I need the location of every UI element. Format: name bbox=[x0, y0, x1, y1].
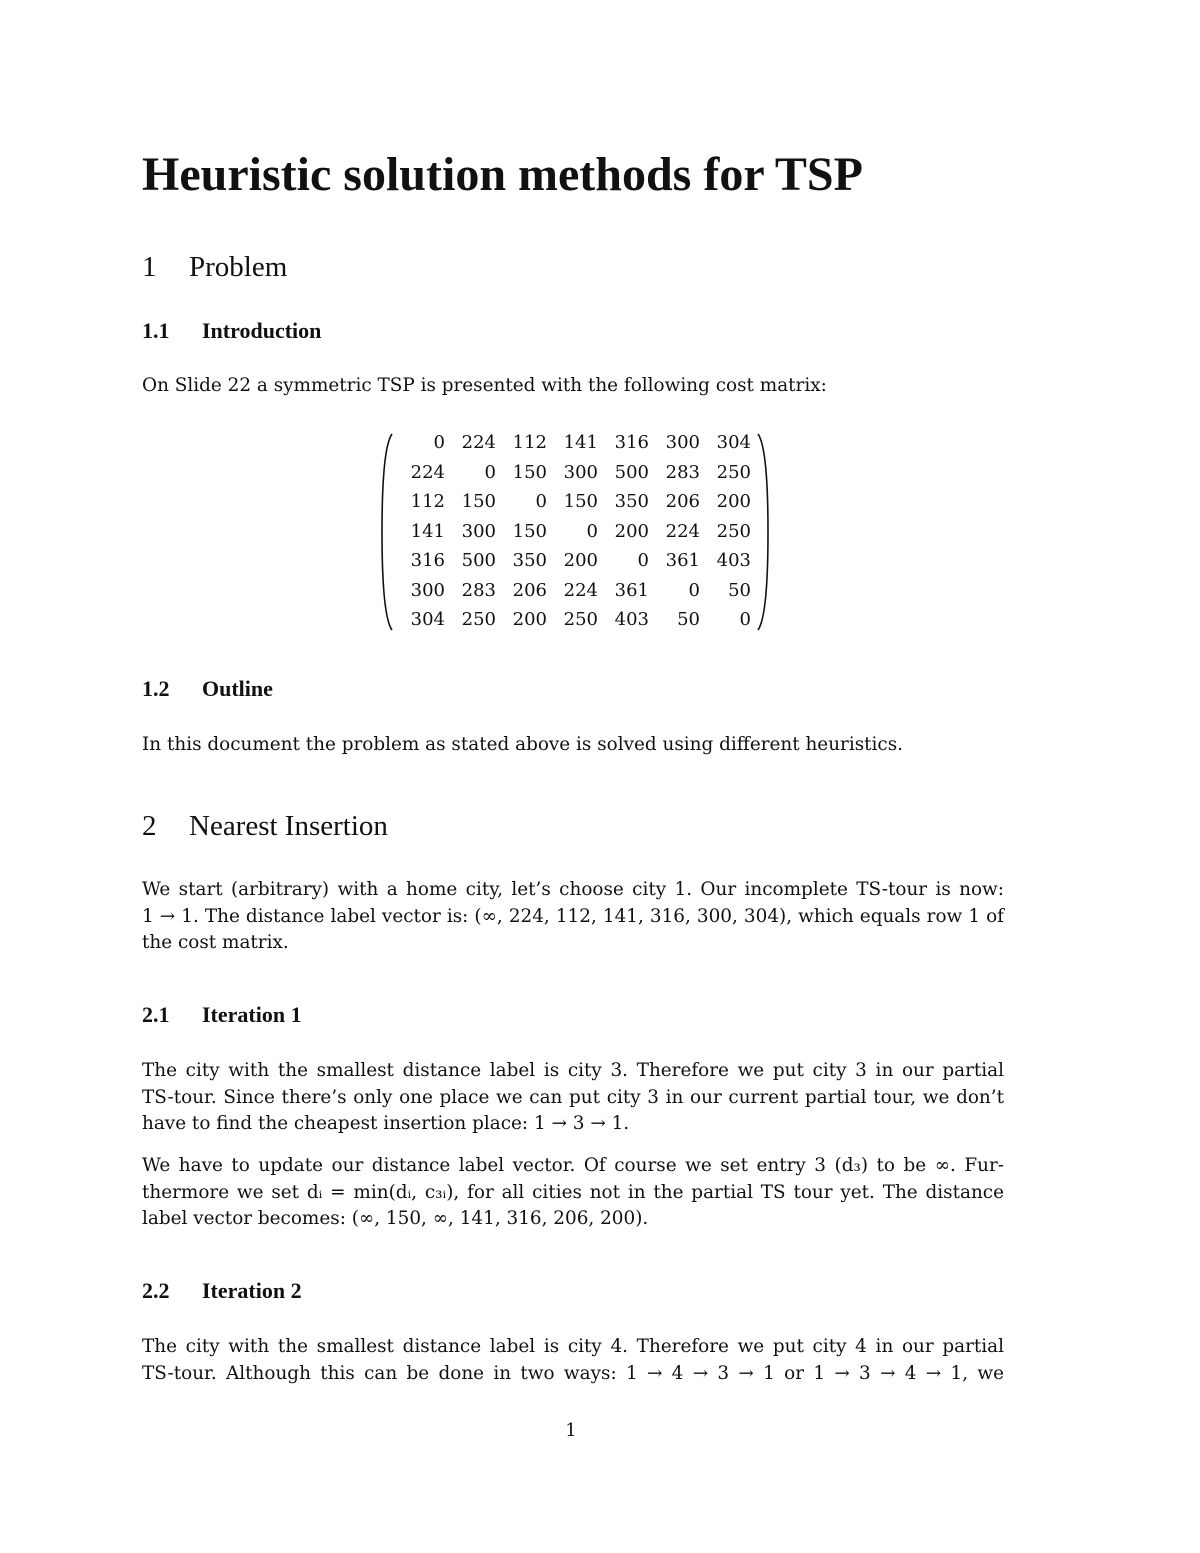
left-paren bbox=[382, 434, 392, 630]
subsection-2-1-heading bbox=[142, 1001, 302, 1029]
matrix-row bbox=[394, 576, 751, 606]
matrix-row bbox=[394, 458, 751, 488]
paragraph-line: TS-tour. Although this can be done in two ways: 1 → 4 → 3 → 1 or 1 → 3 → 4 → 1, we bbox=[142, 1362, 1004, 1384]
matrix-cell: 283 bbox=[665, 461, 700, 483]
matrix-cell: 361 bbox=[614, 579, 649, 601]
section-2-heading bbox=[142, 808, 388, 844]
matrix-cell: 224 bbox=[461, 432, 496, 453]
subsection-1-2-number: 1.2 bbox=[142, 676, 170, 701]
document-title: Heuristic solution methods for TSP bbox=[142, 148, 863, 201]
paragraph-line: The city with the smallest distance label is city 4. Therefore we put city 4 in our partial bbox=[142, 1336, 1004, 1357]
cost-matrix bbox=[380, 428, 770, 636]
section-1-number: 1 bbox=[142, 251, 157, 283]
matrix-cell: 224 bbox=[563, 579, 598, 601]
matrix-row bbox=[394, 428, 751, 458]
outline-paragraph bbox=[142, 732, 1004, 759]
matrix-cell: 250 bbox=[716, 520, 751, 542]
right-paren bbox=[758, 434, 768, 630]
matrix-cell: 0 bbox=[433, 432, 445, 453]
section-2-number: 2 bbox=[142, 810, 157, 842]
matrix-row bbox=[394, 517, 751, 547]
intro-paragraph bbox=[142, 373, 1004, 400]
nearest-insertion-intro bbox=[142, 877, 1004, 957]
matrix-cell: 316 bbox=[614, 432, 649, 453]
section-2-title: Nearest Insertion bbox=[189, 810, 388, 842]
matrix-cell: 316 bbox=[410, 550, 445, 571]
matrix-cell: 0 bbox=[535, 491, 547, 512]
matrix-cell: 206 bbox=[665, 491, 700, 512]
matrix-cell: 304 bbox=[716, 432, 751, 453]
subsection-2-2-number: 2.2 bbox=[142, 1278, 170, 1303]
matrix-row bbox=[394, 605, 751, 635]
matrix-cell: 200 bbox=[614, 520, 649, 542]
matrix-cell: 283 bbox=[461, 579, 496, 601]
matrix-cell: 361 bbox=[665, 550, 700, 571]
matrix-cell: 0 bbox=[637, 550, 649, 571]
paragraph-line: label vector becomes: (∞, 150, ∞, 141, 316, 206, 200). bbox=[142, 1208, 649, 1229]
paragraph-line: 1 → 1. The distance label vector is: (∞, 224, 112, 141, 316, 300, 304), which equals row 1 of bbox=[142, 905, 1004, 927]
subsection-1-1-heading bbox=[142, 317, 321, 345]
matrix-cell: 300 bbox=[665, 432, 700, 453]
matrix-row bbox=[394, 487, 751, 517]
subsection-2-2-title: Iteration 2 bbox=[202, 1278, 302, 1303]
subsection-2-2-heading bbox=[142, 1277, 302, 1305]
subsection-2-1-title: Iteration 1 bbox=[202, 1002, 302, 1027]
paragraph-line: TS-tour. Since there’s only one place we can put city 3 in our current partial tour, we don’t bbox=[142, 1086, 1004, 1108]
matrix-cell: 300 bbox=[461, 520, 496, 542]
intro-text: On Slide 22 a symmetric TSP is presented with the following cost matrix: bbox=[142, 375, 827, 396]
matrix-cell: 300 bbox=[410, 579, 445, 601]
iteration-2-paragraph-1 bbox=[142, 1334, 1004, 1387]
matrix-cell: 50 bbox=[677, 609, 700, 630]
matrix-cell: 112 bbox=[410, 491, 445, 512]
matrix-cell: 141 bbox=[563, 432, 598, 453]
matrix-cell: 0 bbox=[739, 609, 751, 630]
subsection-1-2-title: Outline bbox=[202, 676, 273, 701]
matrix-cell: 250 bbox=[461, 609, 496, 630]
subsection-2-1-number: 2.1 bbox=[142, 1002, 170, 1027]
paragraph-line: thermore we set dᵢ = min(dᵢ, c₃ᵢ), for all cities not in the partial TS tour yet. The distance bbox=[142, 1181, 1004, 1203]
matrix-cell: 200 bbox=[563, 550, 598, 571]
paragraph-line: We have to update our distance label vector. Of course we set entry 3 (d₃) to be ∞. Fur- bbox=[142, 1155, 1004, 1176]
subsection-1-1-number: 1.1 bbox=[142, 318, 170, 343]
iteration-1-paragraph-1 bbox=[142, 1058, 1004, 1138]
matrix-cell: 224 bbox=[410, 461, 445, 483]
matrix-cell: 141 bbox=[410, 520, 445, 542]
matrix-cell: 200 bbox=[716, 491, 751, 512]
matrix-cell: 500 bbox=[614, 461, 649, 483]
iteration-1-paragraph-2 bbox=[142, 1153, 1004, 1233]
paragraph-line: the cost matrix. bbox=[142, 932, 289, 953]
matrix-cell: 403 bbox=[716, 550, 751, 571]
matrix-cell: 150 bbox=[512, 461, 547, 483]
matrix-row bbox=[394, 546, 751, 576]
matrix-cell: 150 bbox=[512, 520, 547, 542]
paragraph-line: We start (arbitrary) with a home city, let’s choose city 1. Our incomplete TS-tour is now: bbox=[142, 879, 1004, 900]
matrix-cell: 304 bbox=[410, 609, 445, 630]
matrix-cell: 224 bbox=[665, 520, 700, 542]
subsection-1-2-heading bbox=[142, 675, 273, 703]
matrix-cell: 0 bbox=[484, 461, 496, 483]
matrix-cell: 150 bbox=[461, 491, 496, 512]
matrix-cell: 112 bbox=[512, 432, 547, 453]
cost-matrix-table bbox=[394, 428, 751, 635]
matrix-cell: 500 bbox=[461, 550, 496, 571]
paragraph-line: The city with the smallest distance label is city 3. Therefore we put city 3 in our partial bbox=[142, 1060, 1004, 1081]
matrix-cell: 300 bbox=[563, 461, 598, 483]
section-1-title: Problem bbox=[189, 251, 288, 283]
matrix-cell: 50 bbox=[728, 579, 751, 601]
matrix-cell: 250 bbox=[716, 461, 751, 483]
matrix-cell: 350 bbox=[512, 550, 547, 571]
matrix-cell: 150 bbox=[563, 491, 598, 512]
matrix-cell: 206 bbox=[512, 579, 547, 601]
matrix-cell: 200 bbox=[512, 609, 547, 630]
paragraph-line: have to find the cheapest insertion place: 1 → 3 → 1. bbox=[142, 1113, 630, 1134]
section-1-heading bbox=[142, 249, 287, 285]
matrix-cell: 250 bbox=[563, 609, 598, 630]
matrix-cell: 0 bbox=[586, 520, 598, 542]
matrix-cell: 0 bbox=[688, 579, 700, 601]
matrix-cell: 403 bbox=[614, 609, 649, 630]
outline-text: In this document the problem as stated above is solved using different heuristics. bbox=[142, 734, 904, 755]
subsection-1-1-title: Introduction bbox=[202, 318, 322, 343]
matrix-cell: 350 bbox=[614, 491, 649, 512]
page-number: 1 bbox=[565, 1420, 577, 1441]
